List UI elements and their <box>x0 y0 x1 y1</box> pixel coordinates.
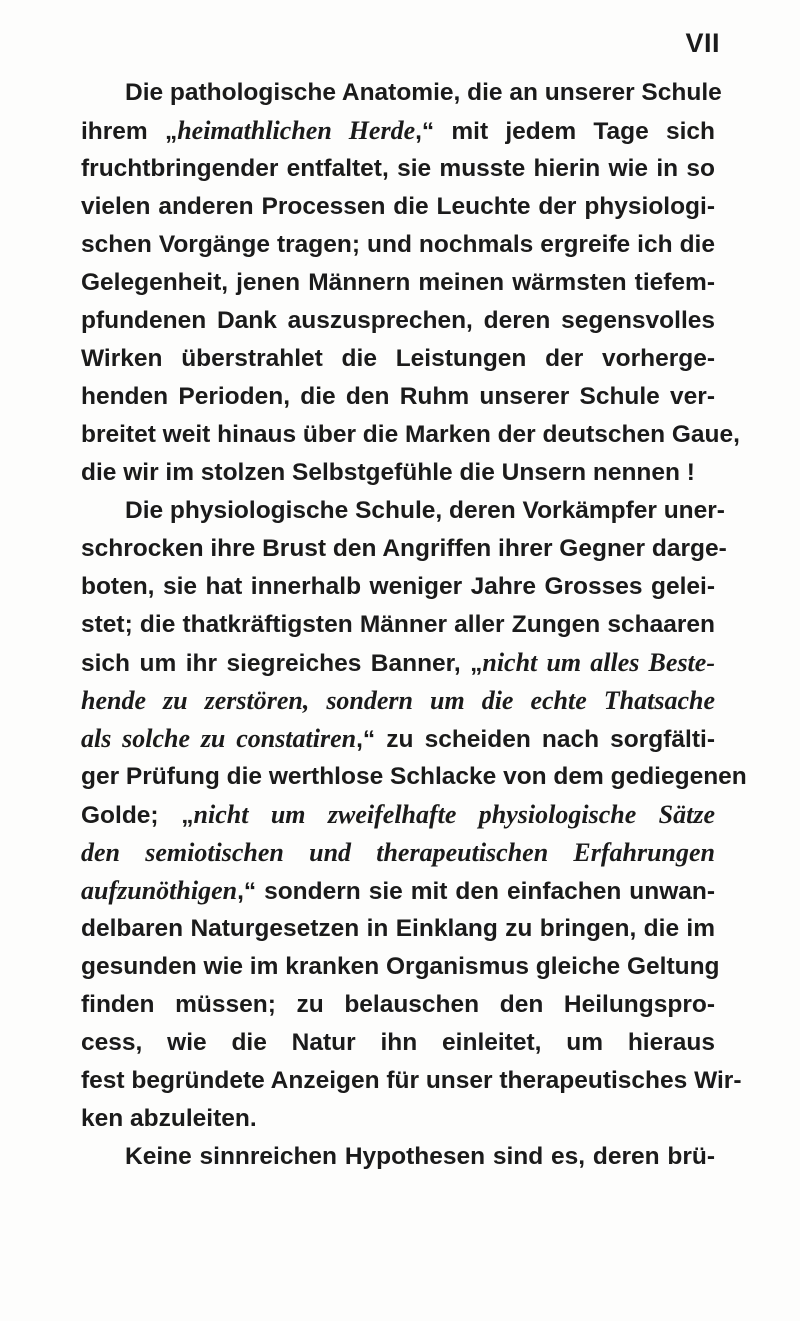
text-line <box>81 112 715 150</box>
text-line <box>81 910 715 948</box>
text-segment: Keine sinnreichen Hypothesen sind es, deren brü- <box>125 1143 715 1170</box>
text-line <box>81 302 715 340</box>
text-line <box>81 758 747 796</box>
italic-quote-segment: heimathlichen Herde <box>177 116 416 145</box>
page-number: VII <box>685 28 720 58</box>
text-segment: ,“ zu scheiden nach sorgfälti- <box>356 726 715 753</box>
italic-quote-segment: aufzunöthigen <box>81 876 238 905</box>
text-line <box>81 948 720 986</box>
text-segment: delbaren Naturgesetzen in Einklang zu bringen, die im <box>81 915 715 942</box>
italic-quote-segment: als solche zu constatiren <box>81 724 357 753</box>
text-segment: ,“ sondern sie mit den einfachen unwan- <box>237 878 715 905</box>
text-line <box>81 682 715 720</box>
text-line <box>81 1100 715 1138</box>
text-segment: stet; die thatkräftigsten Männer aller Zungen schaaren <box>81 611 715 638</box>
text-line <box>81 340 715 378</box>
text-line <box>81 378 715 416</box>
italic-quote-segment: nicht um alles Beste- <box>482 648 715 677</box>
text-line <box>81 226 715 264</box>
text-line <box>81 834 715 872</box>
text-segment: sich um ihr siegreiches Banner, „ <box>81 650 483 677</box>
text-segment: ger Prüfung die werthlose Schlacke von dem gediegenen <box>81 763 747 790</box>
text-segment: fruchtbringender entfaltet, sie musste hierin wie in so <box>81 155 715 182</box>
text-segment: schen Vorgänge tragen; und nochmals ergreife ich die <box>81 231 715 258</box>
text-line <box>81 720 715 758</box>
text-segment: die wir im stolzen Selbstgefühle die Unsern nennen ! <box>81 459 695 486</box>
text-line <box>81 416 740 454</box>
italic-quote-segment: hende zu zerstören, sondern um die echte Thatsache <box>81 686 715 715</box>
text-segment: fest begründete Anzeigen für unser therapeutisches Wir- <box>81 1067 742 1094</box>
text-line <box>81 530 727 568</box>
text-segment: Die physiologische Schule, deren Vorkämpfer uner- <box>125 497 725 524</box>
text-segment: ihrem „ <box>81 118 178 145</box>
text-line <box>81 492 725 530</box>
text-segment: Wirken überstrahlet die Leistungen der vorherge- <box>81 345 715 372</box>
text-line <box>81 872 715 910</box>
italic-quote-segment: den semiotischen und therapeutischen Erfahrungen <box>81 838 715 867</box>
text-segment: gesunden wie im kranken Organismus gleiche Geltung <box>81 953 720 980</box>
text-line <box>81 1024 715 1062</box>
text-segment: Golde; „ <box>81 802 194 829</box>
text-segment: cess, wie die Natur ihn einleitet, um hieraus <box>81 1029 715 1056</box>
italic-quote-segment: nicht um zweifelhafte physiologische Sätze <box>193 800 715 829</box>
text-segment: pfundenen Dank auszusprechen, deren segensvolles <box>81 307 715 334</box>
text-segment: boten, sie hat innerhalb weniger Jahre Grosses gelei- <box>81 573 715 600</box>
text-line <box>81 796 715 834</box>
text-segment: finden müssen; zu belauschen den Heilungspro- <box>81 991 715 1018</box>
text-line <box>81 264 715 302</box>
text-segment: ,“ mit jedem Tage sich <box>415 118 716 145</box>
text-line <box>81 606 715 644</box>
text-segment: vielen anderen Processen die Leuchte der physiologi- <box>81 193 715 220</box>
text-segment: Die pathologische Anatomie, die an unserer Schule <box>125 79 722 106</box>
text-segment: breitet weit hinaus über die Marken der deutschen Gaue, <box>81 421 740 448</box>
text-line <box>81 1138 715 1176</box>
text-segment: ken abzuleiten. <box>81 1105 257 1132</box>
body-text <box>81 74 747 1176</box>
text-line <box>81 568 715 606</box>
text-line <box>81 188 715 226</box>
text-line <box>81 454 715 492</box>
text-segment: henden Perioden, die den Ruhm unserer Schule ver- <box>81 383 715 410</box>
text-segment: schrocken ihre Brust den Angriffen ihrer Gegner darge- <box>81 535 727 562</box>
text-segment: Gelegenheit, jenen Männern meinen wärmsten tiefem- <box>81 269 715 296</box>
text-line <box>81 150 715 188</box>
text-line <box>81 74 722 112</box>
text-line <box>81 644 715 682</box>
text-line <box>81 986 715 1024</box>
text-line <box>81 1062 742 1100</box>
